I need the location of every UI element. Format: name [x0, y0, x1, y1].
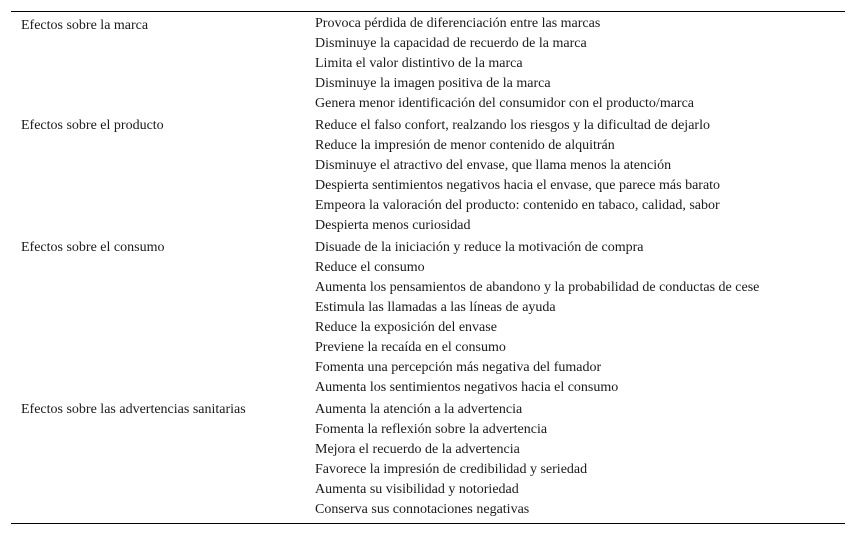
effect-item: Disminuye la imagen positiva de la marca [315, 76, 551, 91]
effect-item: Previene la recaída en el consumo [315, 340, 506, 355]
effects-table-body [11, 14, 845, 520]
effect-item: Disminuye la capacidad de recuerdo de la marca [315, 36, 587, 51]
effect-item: Reduce la exposición del envase [315, 320, 497, 335]
effect-item: Fomenta una percepción más negativa del fumador [315, 360, 602, 375]
effect-item: Despierta menos curiosidad [315, 218, 471, 233]
category-cell [11, 236, 315, 398]
effect-item: Empeora la valoración del producto: contenido en tabaco, calidad, sabor [315, 198, 720, 213]
category-label: Efectos sobre el producto [21, 118, 164, 133]
effects-cell [315, 114, 845, 236]
effect-item: Mejora el recuerdo de la advertencia [315, 442, 520, 457]
effect-item: Despierta sentimientos negativos hacia el envase, que parece más barato [315, 178, 721, 193]
category-label: Efectos sobre el consumo [21, 240, 165, 255]
effects-cell [315, 398, 845, 520]
category-label: Efectos sobre la marca [21, 18, 149, 33]
effect-item: Reduce el consumo [315, 260, 425, 275]
table-row [11, 236, 845, 398]
effect-item: Genera menor identificación del consumidor con el producto/marca [315, 96, 695, 111]
table-row [11, 114, 845, 236]
effects-cell [315, 236, 845, 398]
effects-table-container [11, 11, 845, 524]
effect-item: Reduce el falso confort, realzando los riesgos y la dificultad de dejarlo [315, 118, 710, 133]
effect-item: Fomenta la reflexión sobre la advertencia [315, 422, 548, 437]
category-label: Efectos sobre las advertencias sanitarias [21, 402, 246, 417]
category-cell [11, 14, 315, 114]
effect-item: Disminuye el atractivo del envase, que llama menos la atención [315, 158, 672, 173]
effect-item: Reduce la impresión de menor contenido de alquitrán [315, 138, 615, 153]
table-row [11, 14, 845, 114]
table-row [11, 398, 845, 520]
effect-item: Limita el valor distintivo de la marca [315, 56, 523, 71]
effect-item: Conserva sus connotaciones negativas [315, 502, 530, 517]
effect-item: Disuade de la iniciación y reduce la motivación de compra [315, 240, 644, 255]
effect-item: Estimula las llamadas a las líneas de ayuda [315, 300, 556, 315]
effects-cell [315, 14, 845, 114]
effect-item: Aumenta la atención a la advertencia [315, 402, 523, 417]
category-cell [11, 398, 315, 520]
category-cell [11, 114, 315, 236]
effect-item: Aumenta los pensamientos de abandono y la probabilidad de conductas de cese [315, 280, 760, 295]
effect-item: Aumenta los sentimientos negativos hacia el consumo [315, 380, 619, 395]
effect-item: Provoca pérdida de diferenciación entre las marcas [315, 16, 601, 31]
effect-item: Aumenta su visibilidad y notoriedad [315, 482, 519, 497]
effects-table [11, 14, 845, 520]
effect-item: Favorece la impresión de credibilidad y seriedad [315, 462, 588, 477]
